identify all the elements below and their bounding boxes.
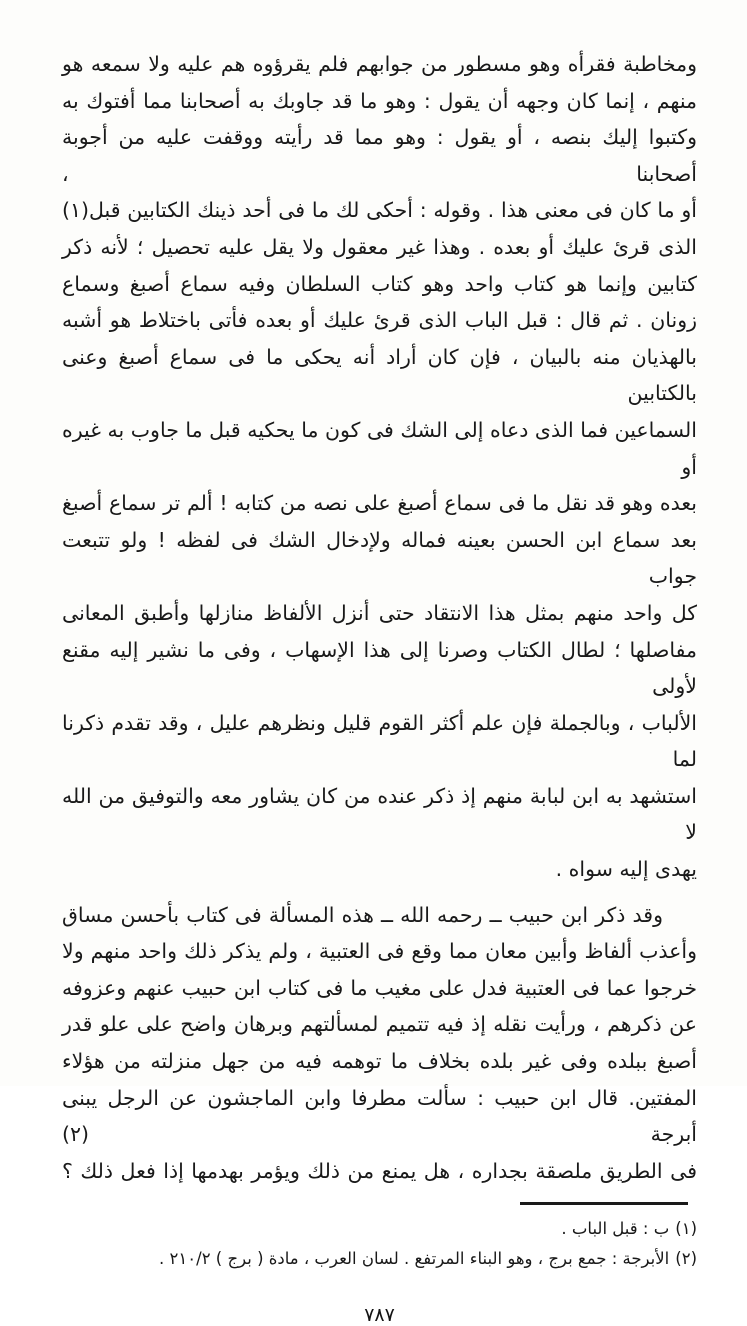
body-line: أو ما كان فى معنى هذا . وقوله : أحكى لك ما فى أحد ذينك الكتابين قبل(١) <box>62 198 697 223</box>
body-line: الألباب ، وبالجملة فإن علم أكثر القوم قليل ونظرهم عليل ، وقد تقدم ذكرنا لما <box>62 710 697 772</box>
body-line: بعد سماع ابن الحسن بعينه فماله ولإدخال الشك فى لفظه ! ولو تتبعت جواب <box>62 527 697 589</box>
footnote-separator <box>520 1202 688 1205</box>
body-line: كتابين وإنما هو كتاب واحد وهو كتاب السلطان وفيه سماع أصبغ وسماع <box>62 271 697 296</box>
footnote-1 <box>62 1214 697 1244</box>
body-line: السماعين فما الذى دعاه إلى الشك فى كون ما يحكيه قبل ما جاوب به غيره أو <box>62 417 697 479</box>
page-number: ٧٨٧ <box>364 1304 395 1326</box>
footnote-2-marker: (٢) <box>675 1248 697 1268</box>
body-line: المفتين. قال ابن حبيب : سألت مطرفا وابن الماجشون عن الرجل يبنى أبرجة (٢) <box>62 1085 697 1147</box>
body-line: ومخاطبة فقرأه وهو مسطور من جوابهم فلم يقرؤوه هم عليه ولا سمعه هو <box>62 52 697 76</box>
body-line: وأعذب ألفاظ وأبين معان مما وقع فى العتبية ، ولم يذكر ذلك واحد منهم ولا <box>62 939 697 964</box>
body-text <box>62 46 697 1189</box>
body-line: مفاصلها ؛ لطال الكتاب وصرنا إلى هذا الإسهاب ، وفى ما نشير إليه مقنع لأولى <box>62 637 697 699</box>
paragraph-1 <box>62 46 697 888</box>
body-line: منهم ، إنما كان وجهه أن يقول : وهو ما قد جاوبك به أصحابنا مما أفتوك به <box>62 88 697 113</box>
body-line: بعده وهو قد نقل ما فى سماع أصبغ على نصه من كتابه ! ألم تر سماع أصبغ <box>62 491 697 516</box>
body-line: وقد ذكر ابن حبيب ــ رحمه الله ــ هذه المسألة فى كتاب بأحسن مساق <box>62 902 663 927</box>
footnote-1-text: ب : قبل الباب . <box>561 1219 670 1239</box>
body-line: بالهذيان منه بالبيان ، فإن كان أراد أنه يحكى ما فى سماع أصبغ وعنى بالكتابين <box>62 344 697 406</box>
body-line: أصبغ ببلده وفى غير بلده بخلاف ما توهمه فيه من جهل منزلته من هؤلاء <box>62 1049 697 1074</box>
body-line: يهدى إليه سواه . <box>555 857 697 882</box>
body-line: فى الطريق ملصقة بجداره ، هل يمنع من ذلك ويؤمر بهدمها إذا فعل ذلك ؟ <box>62 1158 697 1183</box>
footnote-2 <box>62 1244 697 1274</box>
body-line: الذى قرئ عليك أو بعده . وهذا غير معقول ولا يقل عليه تحصيل ؛ لأنه ذكر <box>62 234 697 259</box>
body-line: عن ذكرهم ، ورأيت نقله إذ فيه تتميم لمسألتهم وبرهان واضح على علو قدر <box>62 1012 697 1037</box>
footnotes-section <box>62 1202 697 1273</box>
body-line: استشهد به ابن لبابة منهم إذ ذكر عنده من كان يشاور معه والتوفيق من الله لا <box>62 783 697 845</box>
paragraph-2 <box>62 897 697 1190</box>
body-line: وكتبوا إليك بنصه ، أو يقول : وهو مما قد رأيته ووقفت عليه من أجوبة أصحابنا ، <box>62 125 697 186</box>
body-line: خرجوا عما فى العتبية فدل على مغيب ما فى كتاب ابن حبيب عنهم وعزوفه <box>62 975 697 1000</box>
body-line: زونان . ثم قال : قبل الباب الذى قرئ عليك أو بعده فأتى باختلاط هو أشبه <box>62 308 697 333</box>
footnote-1-marker: (١) <box>675 1219 697 1239</box>
footnote-2-text: الأبرجة : جمع برج ، وهو البناء المرتفع . لسان العرب ، مادة ( برج ) ٢١٠/٢ . <box>159 1248 670 1268</box>
body-line: كل واحد منهم بمثل هذا الانتقاد حتى أنزل الألفاظ منازلها وأطبق المعانى <box>62 600 697 625</box>
